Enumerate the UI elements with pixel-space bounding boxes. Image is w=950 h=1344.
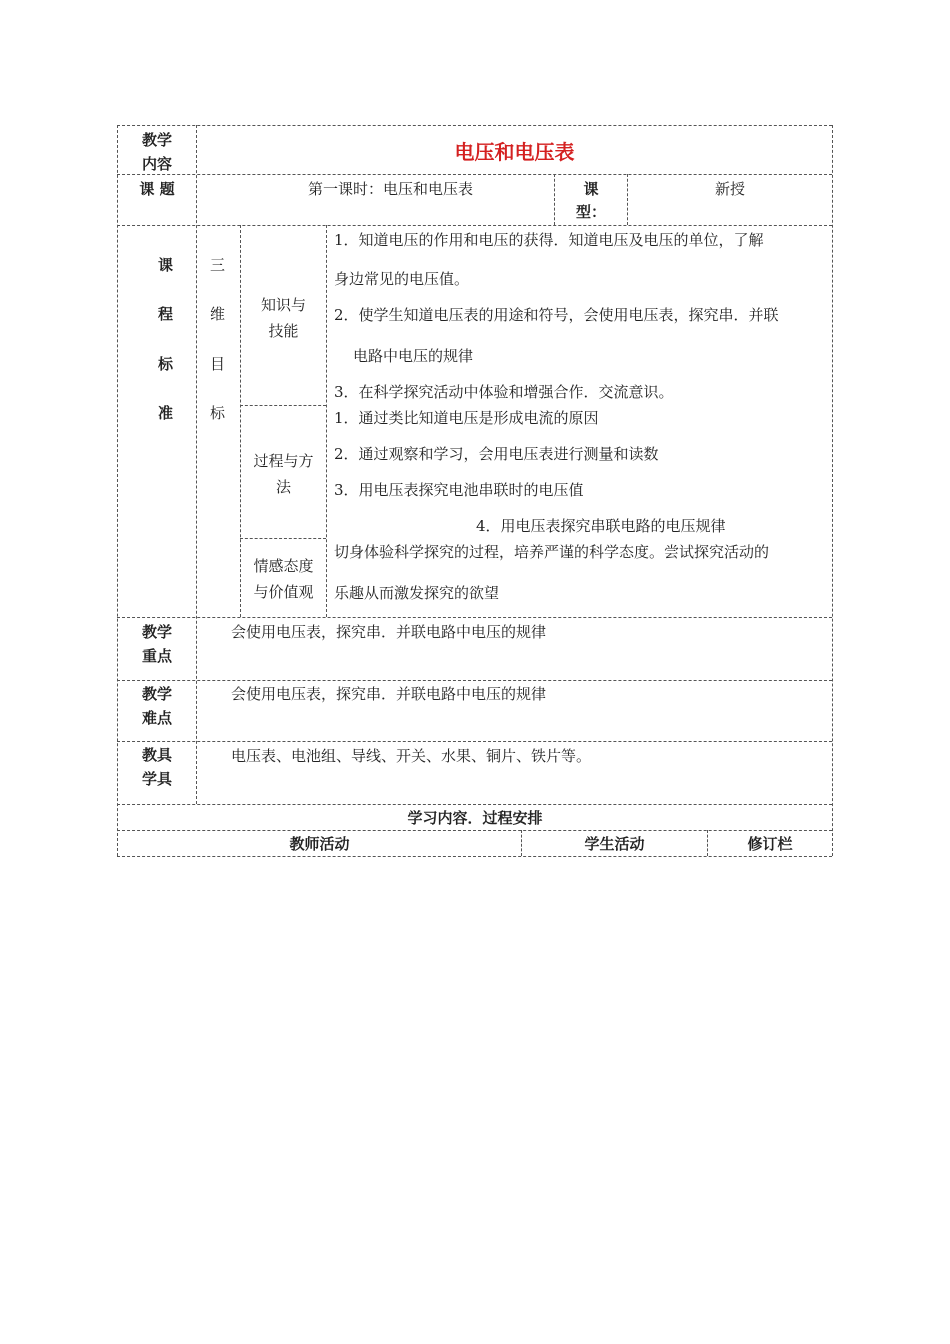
dimension-label-char: 三 <box>210 256 226 274</box>
topic-label: 课 题 <box>139 180 175 198</box>
process-item: 2．通过观察和学习，会用电压表进行测量和读数 <box>334 445 659 463</box>
knowledge-item: 电路中电压的规律 <box>353 347 474 365</box>
standard-label-char: 标 <box>158 355 174 373</box>
dimension-label-char: 标 <box>210 404 226 422</box>
table-rule <box>117 174 832 175</box>
emotion-label: 情感态度 与价值观 <box>253 557 314 601</box>
tools-value: 电压表、电池组、导线、开关、水果、铜片、铁片等。 <box>231 747 592 765</box>
topic-value: 第一课时：电压和电压表 <box>307 180 473 198</box>
dimension-label-char: 维 <box>210 305 226 323</box>
table-rule <box>117 830 832 831</box>
process-label: 过程与方 法 <box>253 452 314 496</box>
content-label: 教学 内容 <box>141 131 172 173</box>
key-point-value: 会使用电压表，探究串．并联电路中电压的规律 <box>231 623 547 641</box>
dimension-label-char: 目 <box>210 355 226 373</box>
standard-label-char: 准 <box>158 404 174 422</box>
tools-label: 教具 学具 <box>141 746 172 788</box>
table-rule <box>240 405 326 406</box>
column-student-activity: 学生活动 <box>584 835 645 853</box>
table-border-top <box>117 125 832 126</box>
lesson-type-label-2: 型： <box>575 203 606 221</box>
knowledge-item: 身边常见的电压值。 <box>334 270 470 288</box>
standard-label-char: 课 <box>158 256 174 274</box>
page-title: 电压和电压表 <box>454 140 575 164</box>
knowledge-item: 1．知道电压的作用和电压的获得．知道电压及电压的单位，了解 <box>334 231 764 249</box>
table-rule <box>117 617 832 618</box>
column-teacher-activity: 教师活动 <box>289 835 350 853</box>
table-rule <box>117 741 832 742</box>
difficulty-label: 教学 难点 <box>141 685 172 727</box>
emotion-item: 切身体验科学探究的过程，培养严谨的科学态度。尝试探究活动的 <box>334 543 770 561</box>
table-rule <box>326 225 327 617</box>
table-rule <box>117 225 832 226</box>
knowledge-label: 知识与 技能 <box>260 296 306 340</box>
key-point-label: 教学 重点 <box>141 623 172 665</box>
knowledge-item: 2．使学生知道电压表的用途和符号，会使用电压表，探究串．并联 <box>334 306 779 324</box>
knowledge-item: 3．在科学探究活动中体验和增强合作．交流意识。 <box>334 383 674 401</box>
standard-label-char: 程 <box>158 305 174 323</box>
lesson-type-label-1: 课 <box>583 180 599 198</box>
table-rule <box>117 804 832 805</box>
table-border-bottom <box>117 856 832 857</box>
process-item: 4．用电压表探究串联电路的电压规律 <box>476 517 726 535</box>
schedule-title: 学习内容．过程安排 <box>407 809 543 827</box>
table-rule <box>117 680 832 681</box>
column-revision: 修订栏 <box>747 835 793 853</box>
difficulty-value: 会使用电压表，探究串．并联电路中电压的规律 <box>231 685 547 703</box>
table-border-right <box>832 125 833 856</box>
lesson-type-value: 新授 <box>714 180 745 198</box>
process-item: 1．通过类比知道电压是形成电流的原因 <box>334 409 599 427</box>
emotion-item: 乐趣从而激发探究的欲望 <box>334 584 500 602</box>
table-rule <box>196 125 197 804</box>
process-item: 3．用电压表探究电池串联时的电压值 <box>334 481 584 499</box>
table-rule <box>240 538 326 539</box>
